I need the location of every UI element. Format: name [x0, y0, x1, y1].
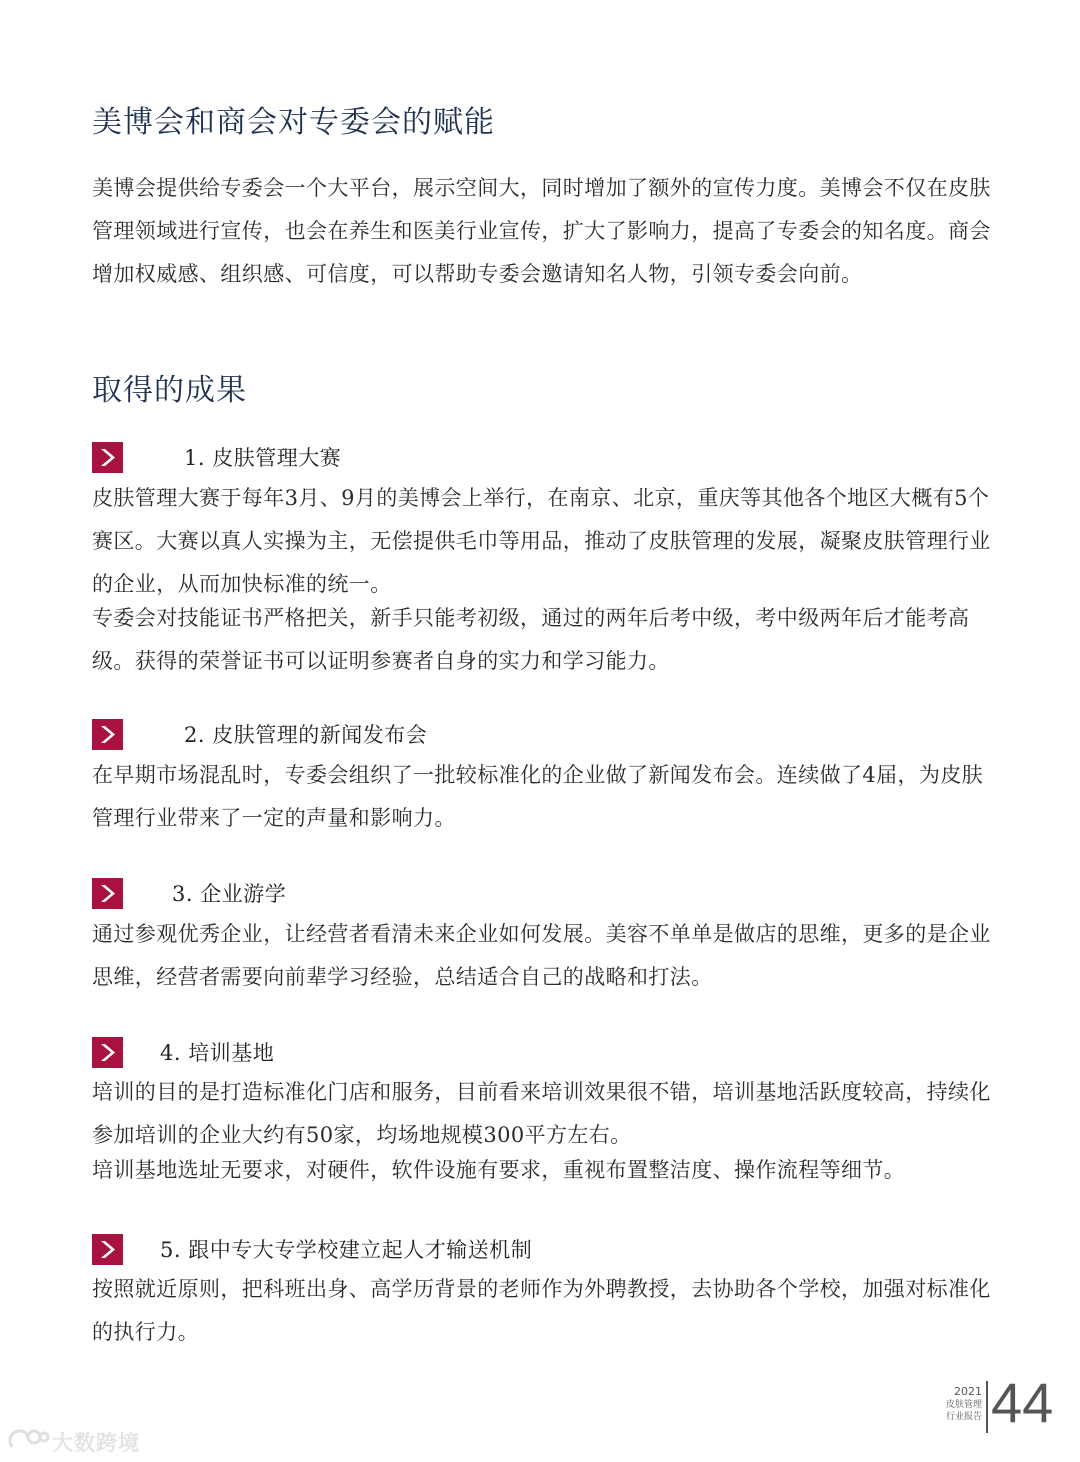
watermark-text: 大数跨境	[52, 1431, 140, 1455]
chevron-right-icon	[92, 1037, 123, 1068]
chevron-right-icon	[92, 1234, 123, 1265]
chevron-right-icon	[92, 442, 123, 473]
footer-report-title-line-2: 行业报告	[945, 1412, 982, 1422]
empowerment-paragraph: 美博会提供给专委会一个大平台，展示空间大，同时增加了额外的宣传力度。美博会不仅在皮肤管理领域进行宣传，也会在养生和医美行业宣传，扩大了影响力，提高了专委会的知名度。商会增加权威感、组织感、可信度，可以帮助专委会邀请知名人物，引领专委会向前。	[92, 176, 991, 286]
result-item-3-title: 3. 企业游学	[172, 882, 287, 906]
result-item-4-title: 4. 培训基地	[160, 1041, 275, 1065]
result-item-5-header	[92, 1230, 992, 1270]
result-item-4-header	[92, 1033, 992, 1073]
chevron-right-icon	[92, 719, 123, 750]
chevron-right-icon	[92, 878, 123, 909]
result-item-1-header	[92, 438, 992, 478]
result-item-4-paragraph-1: 培训的目的是打造标准化门店和服务，目前看来培训效果很不错，培训基地活跃度较高，持续化参加培训的企业大约有50家，均场地规模300平方左右。	[92, 1080, 991, 1147]
result-item-1-paragraph-1: 皮肤管理大赛于每年3月、9月的美博会上举行，在南京、北京，重庆等其他各个地区大概有5个赛区。大赛以真人实操为主，无偿提供毛巾等用品，推动了皮肤管理的发展，凝聚皮肤管理行业的企业，从而加快标准的统一。	[92, 486, 991, 596]
result-item-1-title: 1. 皮肤管理大赛	[184, 446, 342, 470]
result-item-5-paragraph: 按照就近原则，把科班出身、高学历背景的老师作为外聘教授，去协助各个学校，加强对标准化的执行力。	[92, 1277, 991, 1344]
footer-year: 2021	[954, 1385, 982, 1398]
logo-icon	[6, 1425, 50, 1455]
result-item-1-paragraph-2: 专委会对技能证书严格把关，新手只能考初级，通过的两年后考中级，考中级两年后才能考高级。获得的荣誉证书可以证明参赛者自身的实力和学习能力。	[92, 606, 970, 673]
result-item-2-title: 2. 皮肤管理的新闻发布会	[184, 723, 428, 747]
result-item-3-header	[92, 874, 992, 914]
result-item-4-paragraph-2: 培训基地选址无要求，对硬件，软件设施有要求，重视布置整洁度、操作流程等细节。	[92, 1158, 906, 1182]
section-heading-empowerment: 美博会和商会对专委会的赋能	[92, 105, 495, 140]
result-item-2-header	[92, 715, 992, 755]
footer-divider	[986, 1381, 988, 1433]
result-item-3-paragraph: 通过参观优秀企业，让经营者看清未来企业如何发展。美容不单单是做店的思维，更多的是企业思维，经营者需要向前辈学习经验，总结适合自己的战略和打法。	[92, 922, 991, 989]
section-heading-results: 取得的成果	[92, 373, 247, 408]
result-item-2-paragraph: 在早期市场混乱时，专委会组织了一批较标准化的企业做了新闻发布会。连续做了4届，为皮肤管理行业带来了一定的声量和影响力。	[92, 763, 984, 830]
result-item-5-title: 5. 跟中专大专学校建立起人才输送机制	[160, 1238, 533, 1262]
footer-report-title-line-1: 皮肤管理	[945, 1400, 982, 1410]
page-number: 44	[991, 1371, 1054, 1434]
